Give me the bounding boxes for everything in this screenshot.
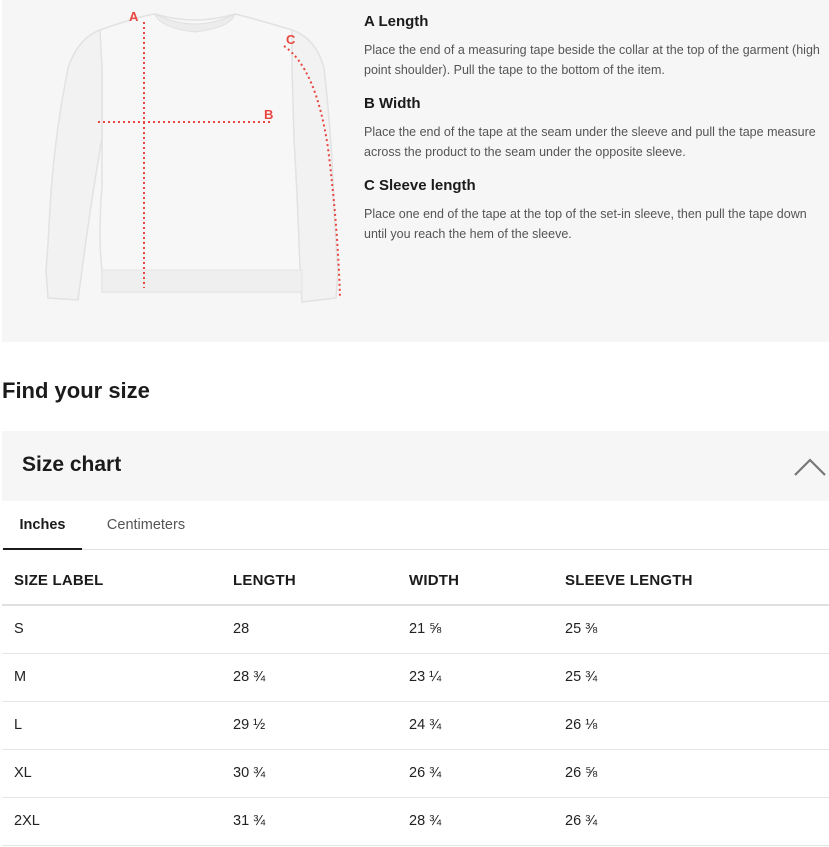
cell-sleeve-length: 26 ¾ [553,797,829,845]
cell-size: S [2,605,221,653]
find-your-size-heading: Find your size [2,378,150,403]
length-description: Place the end of a measuring tape beside the collar at the top of the garment (high point shoulder). Pull the tape to the bottom of the item. [364,43,820,77]
column-header-sleeve-length: SLEEVE LENGTH [553,557,829,605]
cell-length: 31 ¾ [221,797,397,845]
size-chart-accordion-toggle[interactable] [2,431,829,501]
cell-size: L [2,701,221,749]
cell-size: XL [2,749,221,797]
sleeve-length-heading: C Sleeve length [364,177,476,194]
cell-sleeve-length: 25 ⅜ [553,605,829,653]
tab-inches[interactable]: Inches [3,501,82,550]
measurement-guide [2,0,829,342]
size-table [2,557,829,846]
sleeve-length-description: Place one end of the tape at the top of the set-in sleeve, then pull the tape down until you reach the hem of the sleeve. [364,207,807,241]
table-header-row [2,557,829,605]
cell-sleeve-length: 26 ⅝ [553,749,829,797]
column-header-width: WIDTH [397,557,553,605]
width-description: Place the end of the tape at the seam under the sleeve and pull the tape measure across the product to the seam under the opposite sleeve. [364,125,816,159]
sweatshirt-illustration [40,8,350,308]
cell-sleeve-length: 26 ⅛ [553,701,829,749]
cell-size: 2XL [2,797,221,845]
cell-width: 26 ¾ [397,749,553,797]
width-heading: B Width [364,95,421,112]
table-row [2,797,829,845]
measurement-instructions [364,12,824,258]
marker-a: A [129,9,139,24]
cell-length: 30 ¾ [221,749,397,797]
chevron-up-icon [793,453,827,479]
column-header-size-label: SIZE LABEL [2,557,221,605]
cell-width: 28 ¾ [397,797,553,845]
cell-width: 24 ¾ [397,701,553,749]
marker-c: C [286,32,296,47]
cell-length: 29 ½ [221,701,397,749]
tab-centimeters[interactable]: Centimeters [106,517,186,533]
table-row [2,701,829,749]
size-chart-title: Size chart [22,453,122,476]
cell-length: 28 [221,605,397,653]
unit-tabs [2,501,829,550]
marker-b: B [264,107,274,122]
column-header-length: LENGTH [221,557,397,605]
cell-width: 23 ¼ [397,653,553,701]
cell-sleeve-length: 25 ¾ [553,653,829,701]
table-row [2,605,829,653]
cell-width: 21 ⅝ [397,605,553,653]
table-row [2,749,829,797]
cell-size: M [2,653,221,701]
cell-length: 28 ¾ [221,653,397,701]
table-row [2,653,829,701]
length-heading: A Length [364,13,429,30]
